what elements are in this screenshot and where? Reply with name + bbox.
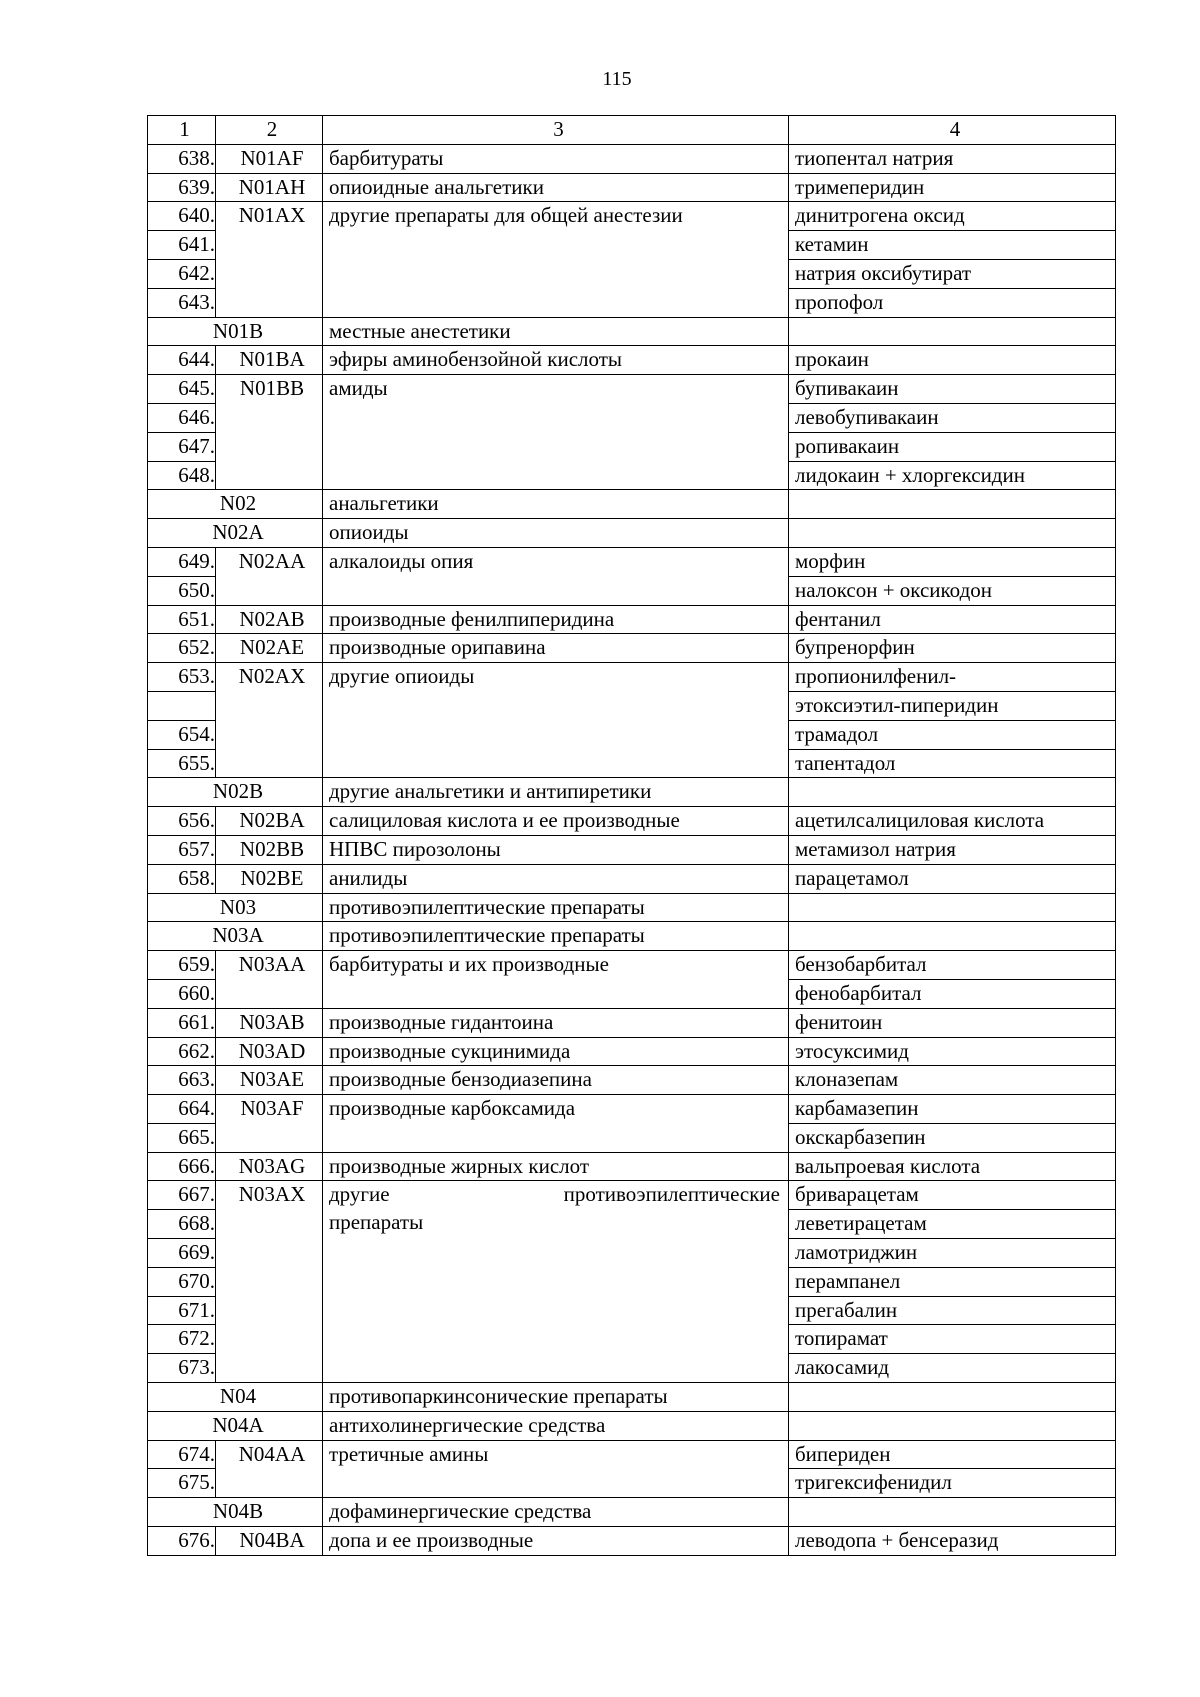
drug-name: клоназепам — [789, 1066, 1116, 1095]
group-code: N02A — [148, 519, 323, 548]
drug-name — [789, 893, 1116, 922]
group-name: опиоидные анальгетики — [323, 173, 789, 202]
group-name: НПВС пирозолоны — [323, 835, 789, 864]
row-number — [148, 691, 216, 720]
drug-name: прегабалин — [789, 1296, 1116, 1325]
row-number: 654. — [148, 720, 216, 749]
drug-name: парацетамол — [789, 864, 1116, 893]
group-name: противоэпилептические препараты — [323, 922, 789, 951]
group-code: N02B — [148, 778, 323, 807]
drug-name: лакосамид — [789, 1354, 1116, 1383]
drug-name: тиопентал натрия — [789, 144, 1116, 173]
atc-code: N01AF — [216, 144, 323, 173]
table-row — [148, 144, 1116, 173]
row-number: 651. — [148, 605, 216, 634]
atc-code: N01AX — [216, 202, 323, 317]
row-number: 673. — [148, 1354, 216, 1383]
page-number: 115 — [602, 68, 632, 90]
table-row — [148, 202, 1116, 231]
atc-code: N02BE — [216, 864, 323, 893]
drug-name: ропивакаин — [789, 432, 1116, 461]
drug-name: леветирацетам — [789, 1210, 1116, 1239]
group-row — [148, 1498, 1116, 1527]
group-name: амиды — [323, 375, 789, 490]
atc-code: N01BA — [216, 346, 323, 375]
atc-code: N03AB — [216, 1008, 323, 1037]
drug-name: натрия оксибутират — [789, 259, 1116, 288]
group-name: салициловая кислота и ее производные — [323, 807, 789, 836]
row-number: 647. — [148, 432, 216, 461]
group-name: дофаминергические средства — [323, 1498, 789, 1527]
row-number: 638. — [148, 144, 216, 173]
group-name: барбитураты и их производные — [323, 951, 789, 1009]
group-name — [323, 1181, 789, 1383]
group-name: алкалоиды опия — [323, 547, 789, 605]
group-code: N01B — [148, 317, 323, 346]
group-name-line: препараты — [329, 1210, 424, 1235]
row-number: 667. — [148, 1181, 216, 1210]
row-number: 668. — [148, 1210, 216, 1239]
row-number: 648. — [148, 461, 216, 490]
group-name-line — [329, 1181, 788, 1209]
row-number: 655. — [148, 749, 216, 778]
group-row — [148, 893, 1116, 922]
drug-name: ацетилсалициловая кислота — [789, 807, 1116, 836]
row-number: 645. — [148, 375, 216, 404]
group-name: производные сукцинимида — [323, 1037, 789, 1066]
drug-name: тримеперидин — [789, 173, 1116, 202]
row-number: 659. — [148, 951, 216, 980]
atc-code: N03AD — [216, 1037, 323, 1066]
atc-code: N04BA — [216, 1527, 323, 1556]
table-row — [148, 663, 1116, 692]
table-row — [148, 1008, 1116, 1037]
table-row — [148, 605, 1116, 634]
drug-name — [789, 1411, 1116, 1440]
row-number: 666. — [148, 1152, 216, 1181]
group-name-word: другие — [329, 1182, 390, 1207]
drug-name — [789, 778, 1116, 807]
drug-name: окскарбазепин — [789, 1123, 1116, 1152]
row-number: 661. — [148, 1008, 216, 1037]
group-name: другие опиоиды — [323, 663, 789, 778]
drug-name: фенобарбитал — [789, 979, 1116, 1008]
drug-name — [789, 490, 1116, 519]
atc-code: N02AA — [216, 547, 323, 605]
drug-name: налоксон + оксикодон — [789, 576, 1116, 605]
row-number: 640. — [148, 202, 216, 231]
group-name: местные анестетики — [323, 317, 789, 346]
row-number: 652. — [148, 634, 216, 663]
atc-code: N01AH — [216, 173, 323, 202]
row-number: 674. — [148, 1440, 216, 1469]
group-name: эфиры аминобензойной кислоты — [323, 346, 789, 375]
group-code: N03 — [148, 893, 323, 922]
group-name: допа и ее производные — [323, 1527, 789, 1556]
group-name: другие анальгетики и антипиретики — [323, 778, 789, 807]
column-header: 4 — [789, 116, 1116, 145]
group-row — [148, 519, 1116, 548]
atc-code: N03AX — [216, 1181, 323, 1383]
group-row — [148, 922, 1116, 951]
table-row — [148, 547, 1116, 576]
drug-name: динитрогена оксид — [789, 202, 1116, 231]
drug-name: фенитоин — [789, 1008, 1116, 1037]
group-name: производные бензодиазепина — [323, 1066, 789, 1095]
drug-name: карбамазепин — [789, 1095, 1116, 1124]
table-row — [148, 1152, 1116, 1181]
drug-name: тапентадол — [789, 749, 1116, 778]
group-name: производные жирных кислот — [323, 1152, 789, 1181]
table-row — [148, 375, 1116, 404]
drug-name: топирамат — [789, 1325, 1116, 1354]
group-name: производные карбоксамида — [323, 1095, 789, 1153]
table-row — [148, 173, 1116, 202]
group-name: третичные амины — [323, 1440, 789, 1498]
row-number: 669. — [148, 1239, 216, 1268]
drug-name: ламотриджин — [789, 1239, 1116, 1268]
table-row — [148, 634, 1116, 663]
column-header: 1 — [148, 116, 216, 145]
drug-name — [789, 519, 1116, 548]
drug-name — [789, 1498, 1116, 1527]
row-number: 664. — [148, 1095, 216, 1124]
drug-name: бензобарбитал — [789, 951, 1116, 980]
drug-name: метамизол натрия — [789, 835, 1116, 864]
drug-name: бриварацетам — [789, 1181, 1116, 1210]
group-row — [148, 1411, 1116, 1440]
drug-name: пропионилфенил- — [789, 663, 1116, 692]
group-name: производные орипавина — [323, 634, 789, 663]
atc-code: N02AE — [216, 634, 323, 663]
table-row — [148, 1527, 1116, 1556]
group-name: опиоиды — [323, 519, 789, 548]
drug-name: этоксиэтил-пиперидин — [789, 691, 1116, 720]
atc-code: N02AX — [216, 663, 323, 778]
table-row — [148, 1037, 1116, 1066]
group-name: производные фенилпиперидина — [323, 605, 789, 634]
group-name: барбитураты — [323, 144, 789, 173]
group-name: антихолинергические средства — [323, 1411, 789, 1440]
row-number: 657. — [148, 835, 216, 864]
group-row — [148, 1383, 1116, 1412]
group-name: другие препараты для общей анестезии — [323, 202, 789, 317]
row-number: 671. — [148, 1296, 216, 1325]
row-number: 644. — [148, 346, 216, 375]
row-number: 662. — [148, 1037, 216, 1066]
drug-name: прокаин — [789, 346, 1116, 375]
drug-name: бупивакаин — [789, 375, 1116, 404]
row-number: 670. — [148, 1267, 216, 1296]
drug-name: бупренорфин — [789, 634, 1116, 663]
atc-code: N01BB — [216, 375, 323, 490]
table-row — [148, 346, 1116, 375]
table-row — [148, 1095, 1116, 1124]
group-row — [148, 490, 1116, 519]
table-row — [148, 1181, 1116, 1210]
table-header-row — [148, 116, 1116, 145]
column-header: 3 — [323, 116, 789, 145]
drug-name: левобупивакаин — [789, 403, 1116, 432]
atc-code: N02AB — [216, 605, 323, 634]
group-name: анилиды — [323, 864, 789, 893]
group-row — [148, 317, 1116, 346]
row-number: 649. — [148, 547, 216, 576]
drug-name: бипериден — [789, 1440, 1116, 1469]
row-number: 643. — [148, 288, 216, 317]
atc-code: N02BA — [216, 807, 323, 836]
drug-name: морфин — [789, 547, 1116, 576]
drug-name: пропофол — [789, 288, 1116, 317]
column-header: 2 — [216, 116, 323, 145]
group-name-word: противоэпилептические — [563, 1182, 780, 1207]
drug-name: леводопа + бенсеразид — [789, 1527, 1116, 1556]
group-code: N04B — [148, 1498, 323, 1527]
group-code: N03A — [148, 922, 323, 951]
table-row — [148, 1440, 1116, 1469]
drug-name: вальпроевая кислота — [789, 1152, 1116, 1181]
group-code: N04A — [148, 1411, 323, 1440]
drug-name — [789, 922, 1116, 951]
drug-name: кетамин — [789, 231, 1116, 260]
atc-code: N03AG — [216, 1152, 323, 1181]
row-number: 650. — [148, 576, 216, 605]
drug-name: перампанел — [789, 1267, 1116, 1296]
row-number: 658. — [148, 864, 216, 893]
table-row — [148, 951, 1116, 980]
row-number: 675. — [148, 1469, 216, 1498]
atc-code: N02BB — [216, 835, 323, 864]
table-row — [148, 835, 1116, 864]
drug-table — [147, 115, 1116, 1556]
row-number: 641. — [148, 231, 216, 260]
row-number: 653. — [148, 663, 216, 692]
group-name: противопаркинсонические препараты — [323, 1383, 789, 1412]
atc-code: N04AA — [216, 1440, 323, 1498]
table-row — [148, 807, 1116, 836]
row-number: 642. — [148, 259, 216, 288]
row-number: 639. — [148, 173, 216, 202]
drug-name — [789, 317, 1116, 346]
drug-name: лидокаин + хлоргексидин — [789, 461, 1116, 490]
drug-name: фентанил — [789, 605, 1116, 634]
group-name: анальгетики — [323, 490, 789, 519]
atc-code: N03AA — [216, 951, 323, 1009]
row-number: 672. — [148, 1325, 216, 1354]
group-code: N04 — [148, 1383, 323, 1412]
row-number: 676. — [148, 1527, 216, 1556]
drug-name: этосуксимид — [789, 1037, 1116, 1066]
group-code: N02 — [148, 490, 323, 519]
table-row — [148, 864, 1116, 893]
drug-name — [789, 1383, 1116, 1412]
atc-code: N03AE — [216, 1066, 323, 1095]
row-number: 646. — [148, 403, 216, 432]
group-name: производные гидантоина — [323, 1008, 789, 1037]
row-number: 660. — [148, 979, 216, 1008]
row-number: 665. — [148, 1123, 216, 1152]
group-row — [148, 778, 1116, 807]
row-number: 663. — [148, 1066, 216, 1095]
table-row — [148, 1066, 1116, 1095]
row-number: 656. — [148, 807, 216, 836]
group-name: противоэпилептические препараты — [323, 893, 789, 922]
atc-code: N03AF — [216, 1095, 323, 1153]
drug-name: трамадол — [789, 720, 1116, 749]
drug-name: тригексифенидил — [789, 1469, 1116, 1498]
